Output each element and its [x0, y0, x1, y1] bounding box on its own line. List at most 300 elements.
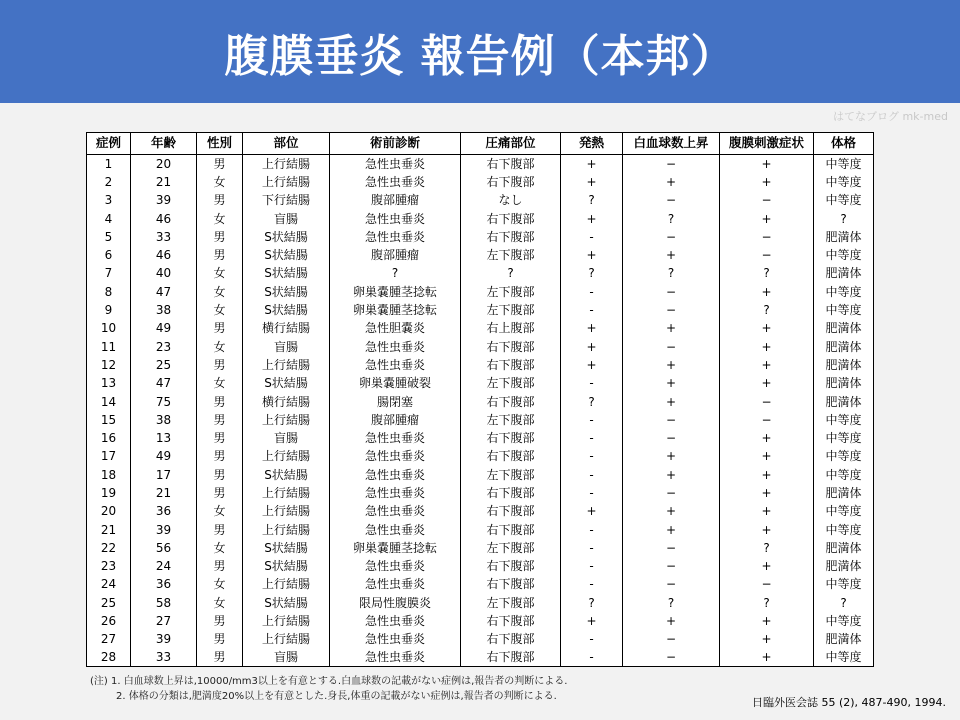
table-cell: 17: [87, 447, 131, 465]
table-cell: +: [720, 209, 814, 227]
footnote-1: (注) 1. 白血球数上昇は,10000/mm3以上を有意とする.白血球数の記載がない症例は,報告者の判断による.: [90, 676, 568, 687]
table-cell: 男: [197, 356, 243, 374]
table-cell: -: [561, 484, 623, 502]
table-cell: +: [720, 466, 814, 484]
table-cell: ?: [623, 264, 720, 282]
table-cell: ?: [814, 594, 874, 612]
table-cell: +: [720, 630, 814, 648]
table-cell: ?: [720, 301, 814, 319]
table-cell: 上行結腸: [243, 356, 330, 374]
table-cell: +: [720, 319, 814, 337]
table-cell: 右下腹部: [461, 649, 561, 667]
table-cell: 男: [197, 466, 243, 484]
table-cell: ?: [561, 264, 623, 282]
table-cell: ?: [561, 191, 623, 209]
table-cell: 急性虫垂炎: [330, 557, 461, 575]
table-cell: 男: [197, 612, 243, 630]
table-cell: 女: [197, 539, 243, 557]
table-cell: 卵巣嚢腫破裂: [330, 374, 461, 392]
table-row: [87, 649, 874, 667]
table-cell: 右下腹部: [461, 356, 561, 374]
table-cell: +: [623, 520, 720, 538]
table-cell: 女: [197, 502, 243, 520]
table-cell: 上行結腸: [243, 520, 330, 538]
table-cell: +: [720, 356, 814, 374]
table-cell: −: [720, 411, 814, 429]
table-cell: 右下腹部: [461, 337, 561, 355]
table-cell: ?: [623, 209, 720, 227]
table-cell: 上行結腸: [243, 502, 330, 520]
table-cell: 21: [131, 484, 197, 502]
table-cell: ?: [720, 594, 814, 612]
table-cell: −: [720, 392, 814, 410]
table-row: [87, 374, 874, 392]
table-row: [87, 155, 874, 173]
table-cell: -: [561, 429, 623, 447]
table-cell: 盲腸: [243, 649, 330, 667]
table-cell: 男: [197, 557, 243, 575]
table-cell: 卵巣嚢腫茎捻転: [330, 301, 461, 319]
table-row: [87, 191, 874, 209]
citation: 日臨外医会誌 55 (2), 487-490, 1994.: [751, 696, 946, 709]
table-cell: 3: [87, 191, 131, 209]
table-cell: +: [623, 374, 720, 392]
table-cell: −: [720, 191, 814, 209]
table-cell: 肥満体: [814, 484, 874, 502]
table-cell: 左下腹部: [461, 411, 561, 429]
column-header: 性別: [197, 133, 243, 155]
table-row: [87, 466, 874, 484]
table-cell: 急性虫垂炎: [330, 209, 461, 227]
table-cell: 右下腹部: [461, 557, 561, 575]
table-cell: −: [623, 429, 720, 447]
table-cell: 肥満体: [814, 228, 874, 246]
column-header: 白血球数上昇: [623, 133, 720, 155]
table-cell: -: [561, 301, 623, 319]
table-cell: -: [561, 557, 623, 575]
table-cell: 男: [197, 246, 243, 264]
table-row: [87, 411, 874, 429]
table-cell: +: [623, 612, 720, 630]
table-cell: S状結腸: [243, 246, 330, 264]
table-cell: 25: [131, 356, 197, 374]
table-cell: 中等度: [814, 649, 874, 667]
table-cell: 女: [197, 337, 243, 355]
table-cell: 右下腹部: [461, 447, 561, 465]
table-cell: 20: [131, 155, 197, 173]
table-cell: 男: [197, 447, 243, 465]
table-cell: 右下腹部: [461, 392, 561, 410]
table-cell: 肥満体: [814, 264, 874, 282]
table-cell: 上行結腸: [243, 447, 330, 465]
table-row: [87, 484, 874, 502]
table-cell: S状結腸: [243, 283, 330, 301]
table-cell: 39: [131, 630, 197, 648]
table-cell: -: [561, 374, 623, 392]
table-cell: S状結腸: [243, 466, 330, 484]
table-cell: 9: [87, 301, 131, 319]
table-cell: +: [623, 319, 720, 337]
table-cell: 23: [87, 557, 131, 575]
table-cell: -: [561, 649, 623, 667]
table-cell: 右下腹部: [461, 429, 561, 447]
table-cell: 上行結腸: [243, 173, 330, 191]
table-cell: 肥満体: [814, 539, 874, 557]
table-cell: 46: [131, 209, 197, 227]
table-cell: -: [561, 447, 623, 465]
table-cell: 右下腹部: [461, 484, 561, 502]
table-cell: 急性胆嚢炎: [330, 319, 461, 337]
table-cell: 8: [87, 283, 131, 301]
table-cell: +: [720, 283, 814, 301]
table-cell: +: [561, 246, 623, 264]
table-cell: −: [623, 228, 720, 246]
table-cell: 17: [131, 466, 197, 484]
table-cell: 急性虫垂炎: [330, 173, 461, 191]
table-cell: 39: [131, 191, 197, 209]
table-cell: -: [561, 411, 623, 429]
table-cell: 38: [131, 301, 197, 319]
table-cell: 男: [197, 649, 243, 667]
table-cell: 28: [87, 649, 131, 667]
table-cell: 下行結腸: [243, 191, 330, 209]
table-cell: 中等度: [814, 155, 874, 173]
table-cell: +: [720, 484, 814, 502]
table-cell: −: [623, 155, 720, 173]
table-cell: 左下腹部: [461, 283, 561, 301]
table-body: [87, 155, 874, 667]
table-cell: 急性虫垂炎: [330, 520, 461, 538]
table-cell: 49: [131, 447, 197, 465]
table-cell: 中等度: [814, 575, 874, 593]
table-cell: 14: [87, 392, 131, 410]
table-cell: −: [623, 575, 720, 593]
table-cell: +: [720, 374, 814, 392]
table-row: [87, 502, 874, 520]
table-cell: 26: [87, 612, 131, 630]
table-cell: 中等度: [814, 283, 874, 301]
table-cell: 27: [87, 630, 131, 648]
table-cell: 急性虫垂炎: [330, 356, 461, 374]
column-header: 圧痛部位: [461, 133, 561, 155]
table-cell: ?: [720, 539, 814, 557]
table-row: [87, 173, 874, 191]
table-cell: 右下腹部: [461, 520, 561, 538]
table-cell: 右上腹部: [461, 319, 561, 337]
table-cell: ?: [623, 594, 720, 612]
table-row: [87, 539, 874, 557]
table-cell: ?: [720, 264, 814, 282]
table-cell: 腹部腫瘤: [330, 191, 461, 209]
column-header: 体格: [814, 133, 874, 155]
table-cell: 上行結腸: [243, 411, 330, 429]
table-cell: −: [623, 630, 720, 648]
table-cell: −: [720, 246, 814, 264]
table-cell: 中等度: [814, 246, 874, 264]
table-cell: 肥満体: [814, 337, 874, 355]
table-cell: 2: [87, 173, 131, 191]
table-cell: -: [561, 575, 623, 593]
table-cell: 男: [197, 484, 243, 502]
table-cell: −: [623, 191, 720, 209]
table-row: [87, 228, 874, 246]
table-row: [87, 612, 874, 630]
table-cell: 6: [87, 246, 131, 264]
table-cell: 7: [87, 264, 131, 282]
table-cell: 47: [131, 283, 197, 301]
table-cell: 12: [87, 356, 131, 374]
table-cell: +: [720, 447, 814, 465]
table-cell: −: [623, 557, 720, 575]
table-cell: 右下腹部: [461, 173, 561, 191]
table-cell: -: [561, 539, 623, 557]
table-cell: 19: [87, 484, 131, 502]
table-cell: -: [561, 520, 623, 538]
table-row: [87, 356, 874, 374]
table-cell: 男: [197, 191, 243, 209]
table-row: [87, 520, 874, 538]
table-cell: −: [720, 228, 814, 246]
table-cell: 27: [131, 612, 197, 630]
table-cell: +: [720, 173, 814, 191]
table-cell: 24: [131, 557, 197, 575]
table-cell: S状結腸: [243, 594, 330, 612]
table-cell: +: [561, 319, 623, 337]
table-cell: 急性虫垂炎: [330, 429, 461, 447]
table-cell: 23: [131, 337, 197, 355]
table-cell: +: [720, 649, 814, 667]
table-cell: +: [561, 356, 623, 374]
table-cell: S状結腸: [243, 557, 330, 575]
table-cell: ?: [561, 392, 623, 410]
table-row: [87, 630, 874, 648]
table-row: [87, 575, 874, 593]
table-cell: 左下腹部: [461, 594, 561, 612]
table-cell: -: [561, 466, 623, 484]
table-cell: +: [623, 466, 720, 484]
table-cell: −: [623, 539, 720, 557]
table-cell: 5: [87, 228, 131, 246]
column-header: 発熱: [561, 133, 623, 155]
table-cell: 中等度: [814, 191, 874, 209]
table-row: [87, 246, 874, 264]
table-cell: 38: [131, 411, 197, 429]
table-cell: 男: [197, 228, 243, 246]
table-cell: ?: [814, 209, 874, 227]
table-cell: -: [561, 228, 623, 246]
table-cell: ?: [461, 264, 561, 282]
table-cell: 急性虫垂炎: [330, 228, 461, 246]
table-cell: 46: [131, 246, 197, 264]
title-bar: [0, 0, 960, 103]
table-cell: −: [623, 411, 720, 429]
table-cell: ?: [561, 594, 623, 612]
case-report-table: [86, 132, 874, 667]
table-cell: +: [720, 520, 814, 538]
table-cell: 中等度: [814, 429, 874, 447]
table-cell: 急性虫垂炎: [330, 155, 461, 173]
table-cell: 女: [197, 173, 243, 191]
table-cell: 右下腹部: [461, 630, 561, 648]
table-cell: −: [623, 283, 720, 301]
table-cell: 上行結腸: [243, 612, 330, 630]
table-cell: 中等度: [814, 466, 874, 484]
table-cell: −: [623, 649, 720, 667]
table-cell: +: [561, 612, 623, 630]
table-cell: 肥満体: [814, 319, 874, 337]
table-cell: −: [720, 575, 814, 593]
table-cell: 女: [197, 301, 243, 319]
table-row: [87, 429, 874, 447]
table-cell: 盲腸: [243, 209, 330, 227]
table-cell: 47: [131, 374, 197, 392]
table-cell: +: [623, 502, 720, 520]
table-cell: S状結腸: [243, 374, 330, 392]
table-cell: 急性虫垂炎: [330, 502, 461, 520]
table-row: [87, 209, 874, 227]
column-header: 年齢: [131, 133, 197, 155]
table-cell: 上行結腸: [243, 155, 330, 173]
table-cell: ?: [330, 264, 461, 282]
table-cell: 右下腹部: [461, 228, 561, 246]
table-cell: -: [561, 630, 623, 648]
table-cell: 女: [197, 374, 243, 392]
table-cell: 36: [131, 502, 197, 520]
table-cell: 中等度: [814, 520, 874, 538]
table-cell: 男: [197, 155, 243, 173]
table-cell: 男: [197, 630, 243, 648]
table-cell: +: [623, 246, 720, 264]
table-cell: 上行結腸: [243, 484, 330, 502]
table-cell: 急性虫垂炎: [330, 466, 461, 484]
table-cell: 肥満体: [814, 374, 874, 392]
table-cell: 急性虫垂炎: [330, 484, 461, 502]
table-cell: 卵巣嚢腫茎捻転: [330, 283, 461, 301]
table-cell: 13: [87, 374, 131, 392]
table-cell: 中等度: [814, 447, 874, 465]
table-cell: 36: [131, 575, 197, 593]
table-cell: 肥満体: [814, 356, 874, 374]
table-cell: 女: [197, 209, 243, 227]
column-header: 術前診断: [330, 133, 461, 155]
table-header-row: [87, 133, 874, 155]
column-header: 部位: [243, 133, 330, 155]
table-cell: +: [720, 502, 814, 520]
table-cell: 40: [131, 264, 197, 282]
table-cell: 肥満体: [814, 557, 874, 575]
table-cell: 33: [131, 649, 197, 667]
table-cell: +: [720, 612, 814, 630]
table-cell: 中等度: [814, 612, 874, 630]
table-cell: S状結腸: [243, 228, 330, 246]
table-cell: 右下腹部: [461, 612, 561, 630]
table-row: [87, 283, 874, 301]
watermark: はてなブログ mk-med: [832, 110, 948, 123]
table-row: [87, 447, 874, 465]
table-cell: +: [561, 502, 623, 520]
table-cell: 49: [131, 319, 197, 337]
table-row: [87, 301, 874, 319]
table-cell: 腹部腫瘤: [330, 246, 461, 264]
table-cell: +: [561, 337, 623, 355]
table-cell: -: [561, 283, 623, 301]
table-row: [87, 337, 874, 355]
table-cell: なし: [461, 191, 561, 209]
table-cell: 腹部腫瘤: [330, 411, 461, 429]
table-cell: 限局性腹膜炎: [330, 594, 461, 612]
table-cell: 左下腹部: [461, 539, 561, 557]
table-cell: 肥満体: [814, 630, 874, 648]
table-cell: 右下腹部: [461, 502, 561, 520]
table-cell: 21: [87, 520, 131, 538]
table-cell: 中等度: [814, 502, 874, 520]
table-cell: 男: [197, 411, 243, 429]
table-cell: +: [720, 429, 814, 447]
table-cell: 右下腹部: [461, 209, 561, 227]
table-cell: 24: [87, 575, 131, 593]
footnote-2: 2. 体格の分類は,肥満度20%以上を有意とした.身長,体重の記載がない症例は,報告者の判断による.: [116, 691, 557, 702]
table-cell: +: [623, 173, 720, 191]
table-cell: 腸閉塞: [330, 392, 461, 410]
table-cell: 中等度: [814, 411, 874, 429]
table-cell: +: [561, 173, 623, 191]
table-cell: 急性虫垂炎: [330, 649, 461, 667]
table-cell: −: [623, 337, 720, 355]
table-cell: 右下腹部: [461, 575, 561, 593]
table-row: [87, 264, 874, 282]
page-title: 腹膜垂炎 報告例（本邦）: [224, 30, 736, 82]
table-cell: 15: [87, 411, 131, 429]
table-cell: +: [623, 356, 720, 374]
table-cell: 58: [131, 594, 197, 612]
table-cell: 中等度: [814, 301, 874, 319]
table-cell: 盲腸: [243, 337, 330, 355]
table-cell: 横行結腸: [243, 319, 330, 337]
table-cell: 急性虫垂炎: [330, 575, 461, 593]
table-cell: 左下腹部: [461, 466, 561, 484]
table-cell: 男: [197, 520, 243, 538]
table-cell: 急性虫垂炎: [330, 337, 461, 355]
table-cell: +: [623, 392, 720, 410]
table-cell: S状結腸: [243, 264, 330, 282]
table-row: [87, 557, 874, 575]
table-cell: +: [561, 209, 623, 227]
table-cell: 左下腹部: [461, 301, 561, 319]
table-cell: 22: [87, 539, 131, 557]
table-cell: 横行結腸: [243, 392, 330, 410]
table-cell: 4: [87, 209, 131, 227]
table-cell: +: [720, 557, 814, 575]
table-cell: 女: [197, 594, 243, 612]
table-cell: S状結腸: [243, 539, 330, 557]
table-cell: 男: [197, 429, 243, 447]
table-cell: 20: [87, 502, 131, 520]
table-cell: 上行結腸: [243, 630, 330, 648]
table-cell: 男: [197, 319, 243, 337]
table-cell: 急性虫垂炎: [330, 612, 461, 630]
table-row: [87, 319, 874, 337]
table-cell: 男: [197, 392, 243, 410]
table-cell: 中等度: [814, 173, 874, 191]
table-row: [87, 392, 874, 410]
table-cell: 10: [87, 319, 131, 337]
table-cell: −: [623, 484, 720, 502]
table-cell: 女: [197, 264, 243, 282]
table-cell: 16: [87, 429, 131, 447]
table-cell: 左下腹部: [461, 374, 561, 392]
table-cell: 上行結腸: [243, 575, 330, 593]
table-cell: 左下腹部: [461, 246, 561, 264]
